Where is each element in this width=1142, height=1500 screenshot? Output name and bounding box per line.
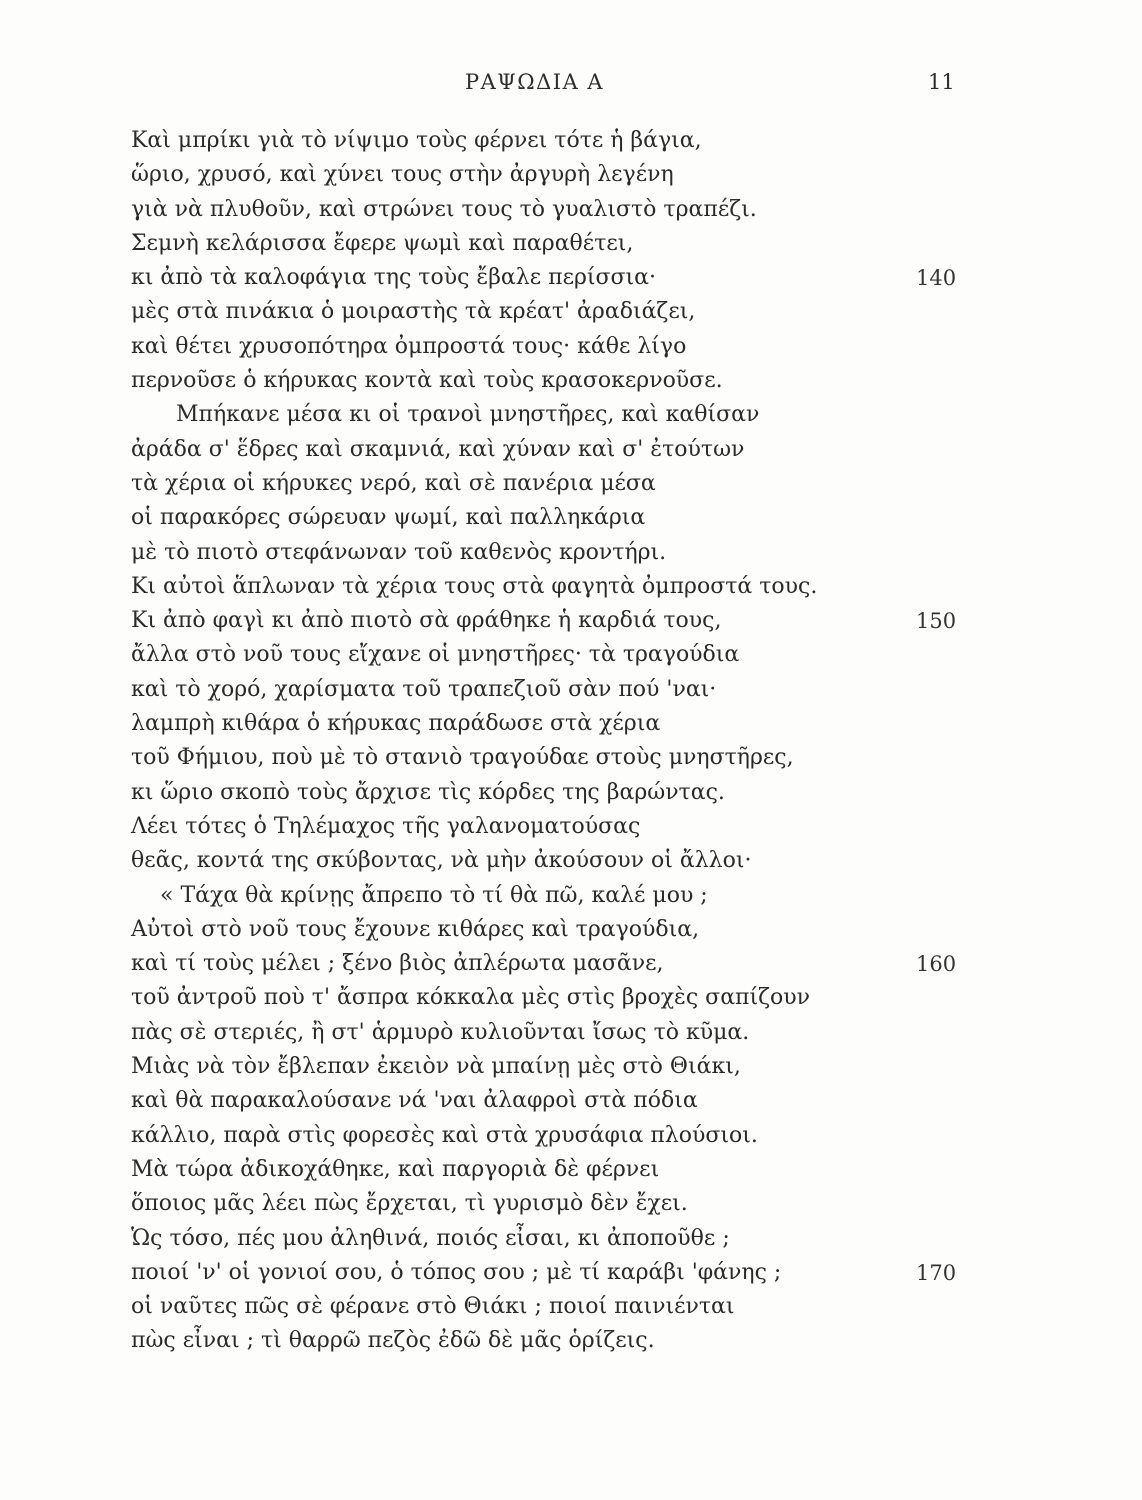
verse-line xyxy=(0,158,1142,192)
verse-text: ὅποιος μᾶς λέει πὼς ἔρχεται, τὶ γυρισμὸ δὲν ἔχει. xyxy=(131,1191,688,1217)
verse-text: τοῦ ἀντροῦ ποὺ τ' ἄσπρα κόκκαλα μὲς στὶς βροχὲς σαπίζουν xyxy=(131,985,811,1011)
verse-text: Κι ἀπὸ φαγὶ κι ἀπὸ πιοτὸ σὰ φράθηκε ἡ καρδιά τους, xyxy=(131,608,722,634)
verse-line xyxy=(0,981,1142,1015)
verse-text: καὶ τί τοὺς μέλει ; ξένο βιὸς ἀπλέρωτα μασᾶνε, xyxy=(131,951,664,977)
verse-line xyxy=(0,398,1142,432)
verse-text: Μπήκανε μέσα κι οἱ τρανοὶ μνηστῆρες, καὶ καθίσαν xyxy=(176,402,760,428)
verse-line xyxy=(0,1187,1142,1221)
verse-text: πὼς εἶναι ; τὶ θαρρῶ πεζὸς ἐδῶ δὲ μᾶς ὁρίζεις. xyxy=(131,1328,655,1354)
verse-text: οἱ ναῦτες πῶς σὲ φέρανε στὸ Θιάκι ; ποιοί παινιένται xyxy=(131,1294,735,1320)
verse-line xyxy=(0,707,1142,741)
line-number: 140 xyxy=(916,266,957,291)
verse-text: κι ὥριο σκοπὸ τοὺς ἄρχισε τὶς κόρδες της βαρώντας. xyxy=(131,779,725,805)
running-title: ΡΑΨΩΔΙΑ Α xyxy=(465,70,605,94)
verse-line xyxy=(0,330,1142,364)
verse-text: καὶ θὰ παρακαλούσανε νά 'ναι ἀλαφροὶ στὰ πόδια xyxy=(131,1088,698,1114)
verse-line xyxy=(0,879,1142,913)
verse-text: Λέει τότες ὁ Τηλέμαχος τῆς γαλανοματούσας xyxy=(131,813,641,839)
verse-text: γιὰ νὰ πλυθοῦν, καὶ στρώνει τους τὸ γυαλιστὸ τραπέζι. xyxy=(131,196,757,222)
verse-line xyxy=(0,501,1142,535)
verse-line xyxy=(0,1290,1142,1324)
verse-line xyxy=(0,776,1142,810)
verse-text: κάλλιο, παρὰ στὶς φορεσὲς καὶ στὰ χρυσάφια πλούσιοι. xyxy=(131,1122,758,1148)
verse-line xyxy=(0,193,1142,227)
page-number: 11 xyxy=(928,70,955,94)
verse-line xyxy=(0,741,1142,775)
verse-line xyxy=(0,1153,1142,1187)
verse-line xyxy=(0,810,1142,844)
verse-text: τὰ χέρια οἱ κήρυκες νερό, καὶ σὲ πανέρια μέσα xyxy=(131,470,656,496)
verse-text: Μὰ τώρα ἀδικοχάθηκε, καὶ παργοριὰ δὲ φέρνει xyxy=(131,1156,660,1182)
verse-line xyxy=(0,1222,1142,1256)
verse-line xyxy=(0,261,1142,295)
verse-text: « Τάχα θὰ κρίνῃς ἄπρεπο τὸ τί θὰ πῶ, καλέ μου ; xyxy=(160,882,708,908)
verse-text: τοῦ Φήμιου, ποὺ μὲ τὸ στανιὸ τραγούδαε στοὺς μνηστῆρες, xyxy=(131,745,794,771)
verse-line xyxy=(0,295,1142,329)
verse-line xyxy=(0,1324,1142,1358)
verse-line xyxy=(0,536,1142,570)
line-number: 170 xyxy=(916,1260,957,1285)
verse-text: ποιοί 'ν' οἱ γονιοί σου, ὁ τόπος σου ; μὲ τί καράβι 'φάνης ; xyxy=(131,1259,782,1285)
line-number: 150 xyxy=(916,609,957,634)
verse-line xyxy=(0,364,1142,398)
verse-line xyxy=(0,673,1142,707)
verse-text: Κι αὐτοὶ ἅπλωναν τὰ χέρια τους στὰ φαγητὰ ὀμπροστά τους. xyxy=(131,573,818,599)
verse-line xyxy=(0,1256,1142,1290)
verse-text: λαμπρὴ κιθάρα ὁ κήρυκας παράδωσε στὰ χέρια xyxy=(131,711,661,737)
verse-text: ἀράδα σ' ἕδρες καὶ σκαμνιά, καὶ χύναν καὶ σ' ἐτούτων xyxy=(131,436,745,462)
verse-text: ὥριο, χρυσό, καὶ χύνει τους στὴν ἀργυρὴ λεγένη xyxy=(131,162,674,188)
verse-text: Καὶ μπρίκι γιὰ τὸ νίψιμο τοὺς φέρνει τότε ἡ βάγια, xyxy=(131,128,702,153)
verse-text: οἱ παρακόρες σώρευαν ψωμί, καὶ παλληκάρια xyxy=(131,505,646,531)
verse-line xyxy=(0,433,1142,467)
verse-line xyxy=(0,227,1142,261)
verse-line xyxy=(0,124,1142,158)
line-number: 160 xyxy=(916,952,957,977)
verse-line xyxy=(0,638,1142,672)
verse-text: Ὡς τόσο, πές μου ἀληθινά, ποιός εἶσαι, κι ἀποποῦθε ; xyxy=(131,1225,730,1251)
verse-line xyxy=(0,570,1142,604)
verse-line xyxy=(0,844,1142,878)
running-head xyxy=(0,70,1142,100)
verse-text: Αὐτοὶ στὸ νοῦ τους ἔχουνε κιθάρες καὶ τραγούδια, xyxy=(131,916,700,942)
verse-text: καὶ θέτει χρυσοπότηρα ὀμπροστά τους· κάθε λίγο xyxy=(131,333,687,359)
verse-text: Σεμνὴ κελάρισσα ἔφερε ψωμὶ καὶ παραθέτει, xyxy=(131,230,634,256)
verse-line xyxy=(0,1016,1142,1050)
verse-line xyxy=(0,467,1142,501)
verse-text: μὲ τὸ πιοτὸ στεφάνωναν τοῦ καθενὸς κροντήρι. xyxy=(131,539,667,565)
verse-block xyxy=(0,124,1142,1359)
verse-text: θεᾶς, κοντά της σκύβοντας, νὰ μὴν ἀκούσουν οἱ ἄλλοι· xyxy=(131,848,752,874)
verse-line xyxy=(0,604,1142,638)
verse-text: μὲς στὰ πινάκια ὁ μοιραστὴς τὰ κρέατ' ἀραδιάζει, xyxy=(131,299,696,325)
verse-text: Μιὰς νὰ τὸν ἔβλεπαν ἐκειὸν νὰ μπαίνῃ μὲς στὸ Θιάκι, xyxy=(131,1054,741,1080)
verse-text: περνοῦσε ὁ κήρυκας κοντὰ καὶ τοὺς κρασοκερνοῦσε. xyxy=(131,368,723,394)
verse-text: ἄλλα στὸ νοῦ τους εἴχανε οἱ μνηστῆρες· τὰ τραγούδια xyxy=(131,642,740,668)
verse-line xyxy=(0,913,1142,947)
verse-line xyxy=(0,1050,1142,1084)
verse-line xyxy=(0,1084,1142,1118)
verse-text: πὰς σὲ στεριές, ἢ στ' ἁρμυρὸ κυλιοῦνται ἴσως τὸ κῦμα. xyxy=(131,1019,750,1045)
verse-line xyxy=(0,947,1142,981)
verse-text: κι ἀπὸ τὰ καλοφάγια της τοὺς ἔβαλε περίσσια· xyxy=(131,265,657,291)
verse-line xyxy=(0,1119,1142,1153)
verse-text: καὶ τὸ χορό, χαρίσματα τοῦ τραπεζιοῦ σὰν πού 'ναι· xyxy=(131,676,717,702)
